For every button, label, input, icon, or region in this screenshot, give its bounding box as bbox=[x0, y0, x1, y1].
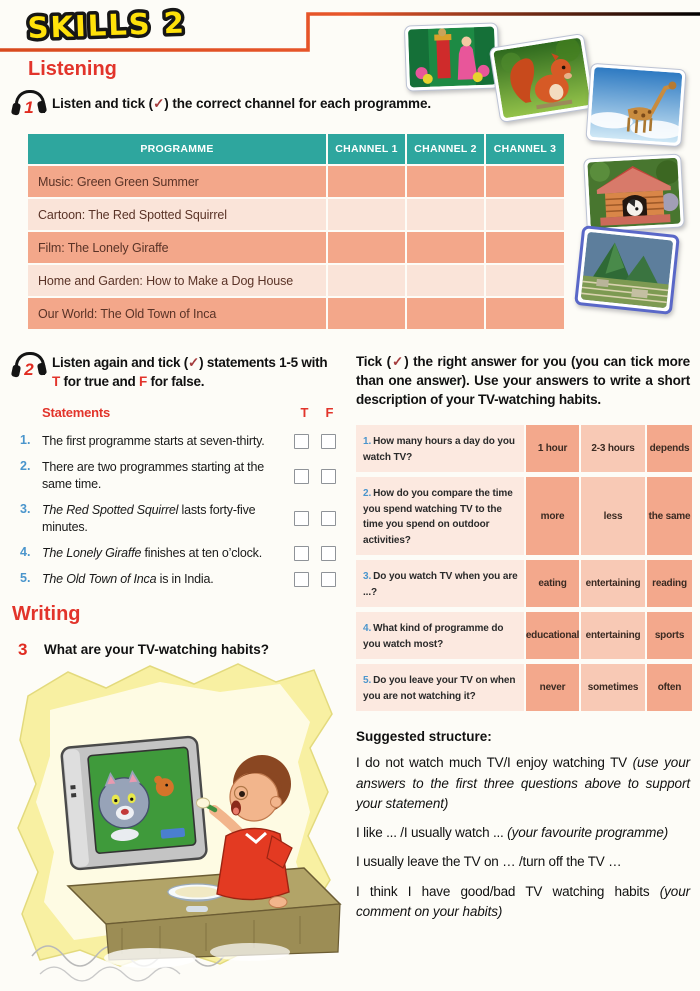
stmt-title: The Old Town of Inca bbox=[42, 571, 157, 586]
col-header-programme: PROGRAMME bbox=[28, 134, 326, 164]
survey-option[interactable]: depends bbox=[647, 425, 692, 472]
ex2-end: for false. bbox=[147, 373, 205, 389]
structure-normal: I do not watch much TV/I enjoy watching TV bbox=[356, 755, 633, 771]
stmt-title: The Red Spotted Squirrel bbox=[42, 502, 179, 517]
programme-row-label: Cartoon: The Red Spotted Squirrel bbox=[28, 199, 326, 230]
left-column bbox=[12, 352, 336, 660]
channel-table bbox=[28, 134, 566, 329]
survey-option[interactable]: often bbox=[647, 664, 692, 711]
photo-dog-house bbox=[583, 153, 685, 232]
structure-line bbox=[356, 882, 690, 923]
structure-line bbox=[356, 753, 690, 814]
tv-set bbox=[61, 736, 207, 869]
tick-cell[interactable] bbox=[486, 232, 564, 263]
true-checkbox[interactable] bbox=[294, 511, 309, 526]
question-text: Do you leave your TV on when you are not watching it? bbox=[363, 675, 516, 702]
ex2-true-letter: T bbox=[52, 373, 60, 389]
programme-row-label: Music: Green Green Summer bbox=[28, 166, 326, 197]
tick-glyph: ✓ bbox=[153, 96, 165, 111]
stmt-plain: is in India. bbox=[156, 571, 214, 586]
survey-option[interactable]: sometimes bbox=[581, 664, 645, 711]
survey-option[interactable]: the same bbox=[647, 477, 692, 555]
false-checkbox[interactable] bbox=[321, 546, 336, 561]
photo-music-performance bbox=[404, 22, 500, 91]
headphones-icon bbox=[12, 352, 46, 382]
tick-cell[interactable] bbox=[407, 166, 484, 197]
ex2-mid1: ) statements 1-5 with bbox=[199, 355, 328, 370]
photo-red-squirrel bbox=[489, 33, 596, 123]
exercise-2-instruction bbox=[52, 354, 336, 392]
statements-label: Statements bbox=[42, 404, 111, 420]
false-checkbox[interactable] bbox=[321, 434, 336, 449]
survey-option[interactable]: educational bbox=[526, 612, 579, 659]
col-header-channel3: CHANNEL 3 bbox=[486, 134, 564, 164]
survey-option[interactable]: eating bbox=[526, 560, 579, 607]
tick-cell[interactable] bbox=[407, 265, 484, 296]
tick-cell[interactable] bbox=[328, 265, 405, 296]
statement-number: 3. bbox=[20, 501, 31, 516]
stmt-plain: The first programme starts at seven-thirty. bbox=[42, 434, 265, 449]
statement-row bbox=[20, 545, 336, 562]
stmt-plain: lasts forty-five minutes. bbox=[42, 502, 256, 534]
question-number: 4. bbox=[363, 623, 372, 635]
false-checkbox[interactable] bbox=[321, 469, 336, 484]
true-checkbox[interactable] bbox=[294, 434, 309, 449]
headphones-icon bbox=[12, 90, 46, 120]
survey-option[interactable]: 2-3 hours bbox=[581, 425, 645, 472]
tick-cell[interactable] bbox=[486, 265, 564, 296]
statements-list bbox=[20, 404, 336, 588]
suggested-structure-heading: Suggested structure: bbox=[356, 729, 492, 745]
tick-cell[interactable] bbox=[486, 298, 564, 329]
tv-habits-survey-table bbox=[356, 425, 690, 711]
true-checkbox[interactable] bbox=[294, 546, 309, 561]
statements-header bbox=[20, 404, 336, 422]
statement-text bbox=[42, 433, 294, 450]
question-number: 5. bbox=[363, 675, 372, 687]
statement-text bbox=[42, 502, 294, 536]
survey-option[interactable]: entertaining bbox=[581, 560, 645, 607]
tick-cell[interactable] bbox=[328, 166, 405, 197]
boy-watching-tv-illustration bbox=[10, 652, 342, 988]
orange-step-line bbox=[0, 0, 700, 60]
survey-option[interactable]: more bbox=[526, 477, 579, 555]
exercise-2 bbox=[12, 352, 336, 392]
ex1-pre: Listen and tick ( bbox=[52, 96, 154, 111]
exercise-1-instruction bbox=[52, 96, 431, 112]
statement-number: 5. bbox=[20, 570, 31, 585]
structure-italic: (use your answers to the first three questions above to support your statement) bbox=[356, 755, 690, 811]
question-text: What kind of programme do you watch most? bbox=[363, 623, 504, 650]
structure-normal: I usually leave the TV on … /turn off the TV … bbox=[356, 854, 622, 870]
false-column-header: F bbox=[325, 405, 334, 421]
survey-intro-pre: Tick ( bbox=[356, 354, 391, 369]
ex2-mid2: for true and bbox=[60, 373, 140, 389]
ex2-false-letter: F bbox=[139, 373, 148, 389]
survey-question bbox=[356, 560, 524, 607]
statement-number: 2. bbox=[20, 459, 31, 474]
right-column bbox=[356, 352, 690, 922]
question-number: 1. bbox=[363, 436, 372, 448]
statement-text bbox=[42, 545, 294, 562]
tick-cell[interactable] bbox=[328, 232, 405, 263]
logo-text: SKILLS 2 bbox=[27, 5, 187, 45]
true-checkbox[interactable] bbox=[294, 469, 309, 484]
survey-option[interactable]: sports bbox=[647, 612, 692, 659]
exercise-3-number: 3 bbox=[18, 640, 28, 660]
survey-option[interactable]: 1 hour bbox=[526, 425, 579, 472]
tick-cell[interactable] bbox=[486, 199, 564, 230]
stmt-plain: finishes at ten o’clock. bbox=[141, 545, 262, 560]
statement-row bbox=[20, 502, 336, 536]
survey-instruction bbox=[356, 352, 690, 409]
statement-number: 1. bbox=[20, 433, 31, 448]
survey-question bbox=[356, 612, 524, 659]
structure-italic: (your comment on your habits) bbox=[356, 883, 690, 919]
photo-giraffe bbox=[585, 63, 686, 148]
question-text: Do you watch TV when you are ...? bbox=[363, 571, 518, 598]
question-number: 2. bbox=[363, 488, 372, 500]
exercise-2-number: 2 bbox=[24, 360, 34, 379]
stmt-title: The Lonely Giraffe bbox=[42, 545, 142, 560]
structure-normal: I think I have good/bad TV watching habits bbox=[356, 883, 660, 899]
exercise-3-question: What are your TV-watching habits? bbox=[44, 642, 270, 658]
statement-row bbox=[20, 459, 336, 493]
tick-glyph: ✓ bbox=[188, 355, 200, 370]
statement-row bbox=[20, 433, 336, 450]
listening-heading: Listening bbox=[28, 58, 117, 80]
programme-row-label: Film: The Lonely Giraffe bbox=[28, 232, 326, 263]
programme-row-label: Our World: The Old Town of Inca bbox=[28, 298, 326, 329]
photo-inca-old-town bbox=[574, 225, 680, 315]
structure-normal: I like ... /I usually watch ... bbox=[356, 825, 508, 841]
structure-line bbox=[356, 852, 690, 872]
structure-line bbox=[356, 823, 690, 843]
tick-cell[interactable] bbox=[486, 166, 564, 197]
false-checkbox[interactable] bbox=[321, 572, 336, 587]
tick-cell[interactable] bbox=[328, 199, 405, 230]
programme-row-label: Home and Garden: How to Make a Dog House bbox=[28, 265, 326, 296]
survey-question bbox=[356, 425, 524, 472]
writing-heading: Writing bbox=[12, 603, 81, 626]
survey-option[interactable]: entertaining bbox=[581, 612, 645, 659]
structure-italic: (your favourite programme) bbox=[507, 825, 669, 841]
col-header-channel2: CHANNEL 2 bbox=[407, 134, 484, 164]
col-header-channel1: CHANNEL 1 bbox=[328, 134, 405, 164]
ex1-post: ) the correct channel for each programme. bbox=[164, 96, 432, 111]
tick-cell[interactable] bbox=[407, 199, 484, 230]
false-checkbox[interactable] bbox=[321, 511, 336, 526]
exercise-1-number: 1 bbox=[24, 98, 34, 117]
survey-option[interactable]: less bbox=[581, 477, 645, 555]
stmt-plain: There are two programmes starting at the same time. bbox=[42, 460, 264, 492]
question-text: How many hours a day do you watch TV? bbox=[363, 436, 515, 463]
statement-text bbox=[42, 459, 294, 493]
survey-intro-post: ) the right answer for you (you can tick more than one answer). Use your answers to write a short description of your TV-watching habits. bbox=[356, 354, 690, 408]
true-column-header: T bbox=[300, 405, 309, 421]
survey-question bbox=[356, 664, 524, 711]
tick-cell[interactable] bbox=[328, 298, 405, 329]
survey-option[interactable]: reading bbox=[647, 560, 692, 607]
survey-option[interactable]: never bbox=[526, 664, 579, 711]
ex2-pre: Listen again and tick ( bbox=[52, 355, 189, 370]
question-number: 3. bbox=[363, 571, 372, 583]
survey-question bbox=[356, 477, 524, 555]
true-checkbox[interactable] bbox=[294, 572, 309, 587]
tick-cell[interactable] bbox=[407, 298, 484, 329]
tick-cell[interactable] bbox=[407, 232, 484, 263]
statement-row bbox=[20, 571, 336, 588]
statement-number: 4. bbox=[20, 544, 31, 559]
tf-column-headers bbox=[298, 405, 336, 420]
question-text: How do you compare the time you spend watching TV to the time you spend on outdoor activities? bbox=[363, 488, 513, 546]
tick-glyph: ✓ bbox=[390, 354, 405, 369]
statement-text bbox=[42, 571, 294, 588]
